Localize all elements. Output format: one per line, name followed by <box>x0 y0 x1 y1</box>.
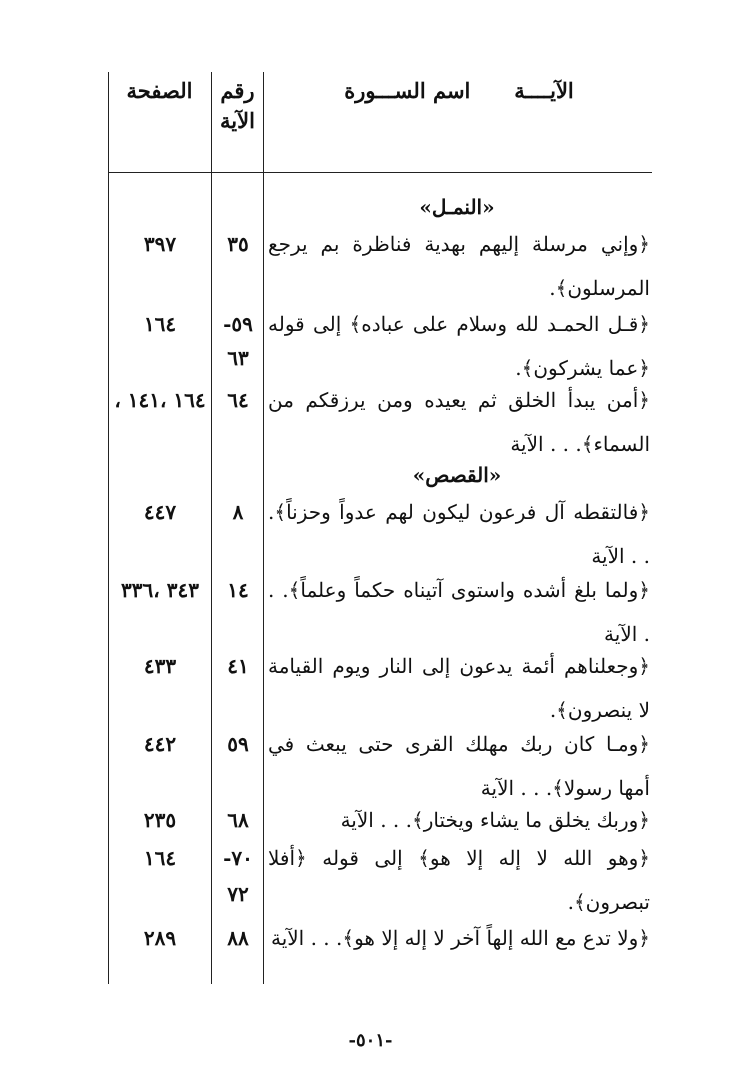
verse-text: ﴿قـل الحمـد لله وسلام على عباده﴾ إلى قوله ﴿عما يشركون﴾. <box>268 312 650 380</box>
ayah-number: ١٤ <box>227 578 249 602</box>
verse-text: ﴿وربك يخلق ما يشاء ويختار﴾. . . الآية <box>340 808 650 832</box>
surah-heading: «القصص» <box>412 463 502 487</box>
page-reference: ٢٨٩ <box>143 926 177 950</box>
surah-heading: «النمـل» <box>419 195 495 219</box>
verse-text: ﴿وجعلناهم أئمة يدعون إلى النار ويوم القيامة لا ينصرون﴾. <box>268 654 650 722</box>
header-ayah-line2: الآية <box>220 108 255 133</box>
ayah-number-end: ٦٣ <box>227 346 249 370</box>
verse-text: ﴿أمن يبدأ الخلق ثم يعيده ومن يرزقكم من السماء﴾. . . الآية <box>268 388 650 456</box>
page-reference: ٣٤٣ ،٣٣٦ <box>121 578 199 602</box>
page-reference: ١٦٤ <box>143 846 177 870</box>
verse-text: ﴿وإني مرسلة إليهم بهدية فناظرة بم يرجع المرسلون﴾. <box>268 232 650 300</box>
ayah-number: ٥٩- <box>223 312 253 336</box>
ayah-number: ٧٠- <box>223 846 253 870</box>
page-reference: ٤٤٧ <box>143 500 177 524</box>
page-reference: ٤٤٢ <box>143 732 177 756</box>
verse-text: ﴿وهو الله لا إله إلا هو﴾ إلى قوله ﴿أفلا تبصرون﴾. <box>268 846 650 914</box>
page-number: -٥٠١- <box>348 1030 393 1051</box>
header-ayah-line1: رقم <box>220 78 255 103</box>
header-page-column: الصفحة <box>126 78 193 103</box>
verse-text: ﴿ولما بلغ أشده واستوى آتيناه حكماً وعلماً﴾. . . الآية <box>268 578 650 646</box>
ayah-number: ٣٥ <box>227 232 249 256</box>
header-ayah-number <box>212 76 263 136</box>
page-reference: ١٦٤ <box>143 312 177 336</box>
header-rule <box>108 172 652 173</box>
ayah-number: ٨ <box>232 500 244 524</box>
verse-text: ﴿ولا تدع مع الله إلهاً آخر لا إله إلا هو﴾. . . الآية <box>270 926 650 950</box>
ayah-number: ٦٤ <box>227 388 249 412</box>
page-reference: ٤٣٣ <box>143 654 177 678</box>
ayah-number-end: ٧٢ <box>227 882 249 906</box>
header-verse-surah: الآيــــة اسم الســـورة <box>344 78 574 103</box>
page-reference: ١٦٤ ،١٤١ ، <box>114 388 206 412</box>
ayah-number: ٥٩ <box>227 732 249 756</box>
page-reference: ٢٣٥ <box>143 808 177 832</box>
page-reference: ٣٩٧ <box>143 232 177 256</box>
verse-text: ﴿ومـا كان ربك مهلك القرى حتى يبعث في أمها رسولا﴾. . . الآية <box>268 732 650 800</box>
ayah-number: ٤١ <box>227 654 249 678</box>
verse-text: ﴿فالتقطه آل فرعون ليكون لهم عدواً وحزناً﴾. . . الآية <box>268 500 650 568</box>
ayah-number: ٦٨ <box>227 808 249 832</box>
ayah-number: ٨٨ <box>227 926 249 950</box>
